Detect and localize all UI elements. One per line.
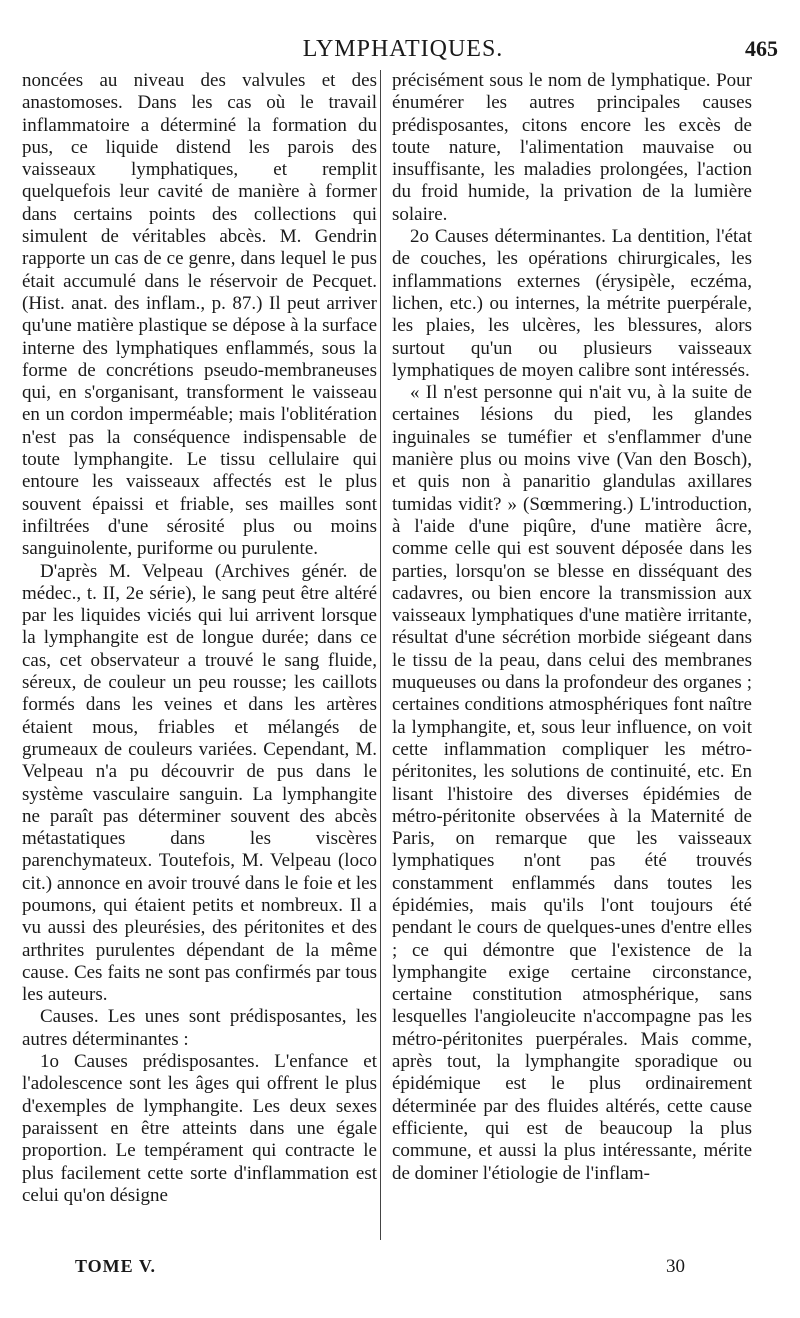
paragraph: noncées au niveau des valvules et des anastomoses. Dans les cas où le travail inflammatoire a déterminé la formation du pus, ce liquide distend les parois des vaisseaux lymphatiques, et remplit quelquefois leur cavité de manière à former dans certains points des collections qui simulent de véritables abcès. M. Gendrin rapporte un cas de ce genre, dans lequel le pus était accumulé dans le réservoir de Pecquet. (Hist. anat. des inflam., p. 87.) Il peut arriver qu'une matière plastique se dépose à la surface interne des lymphatiques enflammés, sous la forme de concrétions pseudo-membraneuses qui, en s'organisant, transforment le vaisseau en un cordon imperméable; mais l'oblitération n'est pas la conséquence indispensable de toute lymphangite. Le tissu cellulaire qui entoure les vaisseaux affectés est le plus souvent épaissi et friable, ses mailles sont infiltrées d'une sérosité plus ou moins sanguinolente, puriforme ou purulente.	[22, 70, 377, 560]
page-number: 465	[745, 36, 778, 61]
page-footer	[75, 1256, 685, 1282]
column-divider	[380, 70, 381, 1240]
running-title: LYMPHATIQUES.	[302, 36, 504, 62]
paragraph: Causes. Les unes sont prédisposantes, les autres déterminantes :	[22, 1006, 377, 1050]
page-header	[28, 36, 778, 68]
signature-mark: 30	[666, 1256, 685, 1277]
volume-label: TOME V.	[75, 1256, 157, 1276]
right-column	[392, 70, 752, 1185]
paragraph: précisément sous le nom de lymphatique. Pour énumérer les autres principales causes prédisposantes, citons encore les excès de toute nature, l'alimentation mauvaise ou insuffisante, les maladies prolongées, l'action du froid humide, la privation de la lumière solaire.	[392, 70, 752, 225]
paragraph: 2o Causes déterminantes. La dentition, l'état de couches, les opérations chirurgicales, les inflammations externes (érysipèle, eczéma, lichen, etc.) ou internes, la métrite puerpérale, les plaies, les ulcères, les blessures, alors surtout qu'un ou plusieurs vaisseaux lymphatiques de moyen calibre sont intéressés.	[392, 226, 752, 381]
left-column	[22, 70, 377, 1207]
paragraph: 1o Causes prédisposantes. L'enfance et l'adolescence sont les âges qui offrent le plus d'exemples de lymphangite. Les deux sexes paraissent en être atteints dans une égale proportion. Le tempérament qui contracte le plus facilement cette sorte d'inflammation est celui qu'on désigne	[22, 1051, 377, 1206]
paragraph: D'après M. Velpeau (Archives génér. de médec., t. II, 2e série), le sang peut être altéré par les liquides viciés qui lui arrivent lorsque la lymphangite est de longue durée; dans ce cas, cet observateur a trouvé le sang fluide, séreux, de couleur un peu rousse; les caillots formés dans les veines et dans les artères étaient mous, friables et mélangés de grumeaux de couleurs variées. Cependant, M. Velpeau n'a pu découvrir de pus dans le système vasculaire sanguin. La lymphangite ne paraît pas déterminer souvent des abcès métastatiques dans les viscères parenchymateux. Toutefois, M. Velpeau (loco cit.) annonce en avoir trouvé dans le foie et les poumons, qui étaient petits et nombreux. Il a vu aussi des pleurésies, des péritonites et des arthrites purulentes dépendant de la même cause. Ces faits ne sont pas confirmés par tous les auteurs.	[22, 560, 377, 1006]
paragraph: « Il n'est personne qui n'ait vu, à la suite de certaines lésions du pied, les glandes inguinales se tuméfier et s'enflammer d'une manière plus ou moins vive (Van den Bosch), et quis non à panaritio glandulas axillares tumidas vidit? » (Sœmmering.) L'introduction, à l'aide d'une piqûre, d'une matière âcre, comme celle qui est souvent déposée dans les parties, lorsqu'on se blesse en disséquant des cadavres, ou bien encore la transmission aux vaisseaux lymphatiques d'une matière irritante, résultat d'une sécrétion morbide siégeant dans le tissu de la peau, dans celui des membranes muqueuses ou dans la profondeur des organes ; certaines conditions atmosphériques font naître la lymphangite, et, sous leur influence, on voit cette inflammation compliquer les métro-péritonites, les solutions de continuité, etc. En lisant l'histoire des diverses épidémies de métro-péritonite observées à la Maternité de Paris, on remarque que les vaisseaux lymphatiques n'ont pas été trouvés constamment enflammés dans toutes les épidémies, mais qu'ils l'ont toujours été pendant le cours de quelques-unes d'entre elles ; ce qui démontre que l'existence de la lymphangite exige certaine circonstance, certaine constitution atmosphérique, sans lesquelles l'angioleucite n'accompagne pas les métro-péritonites puerpérales. Mais comme, après tout, la lymphangite sporadique ou épidémique est le plus ordinairement déterminée par des fluides altérés, cette cause efficiente, qui est de beaucoup la plus commune, et aussi la plus intéressante, mérite de dominer l'étiologie de l'inflam-	[392, 382, 752, 1184]
